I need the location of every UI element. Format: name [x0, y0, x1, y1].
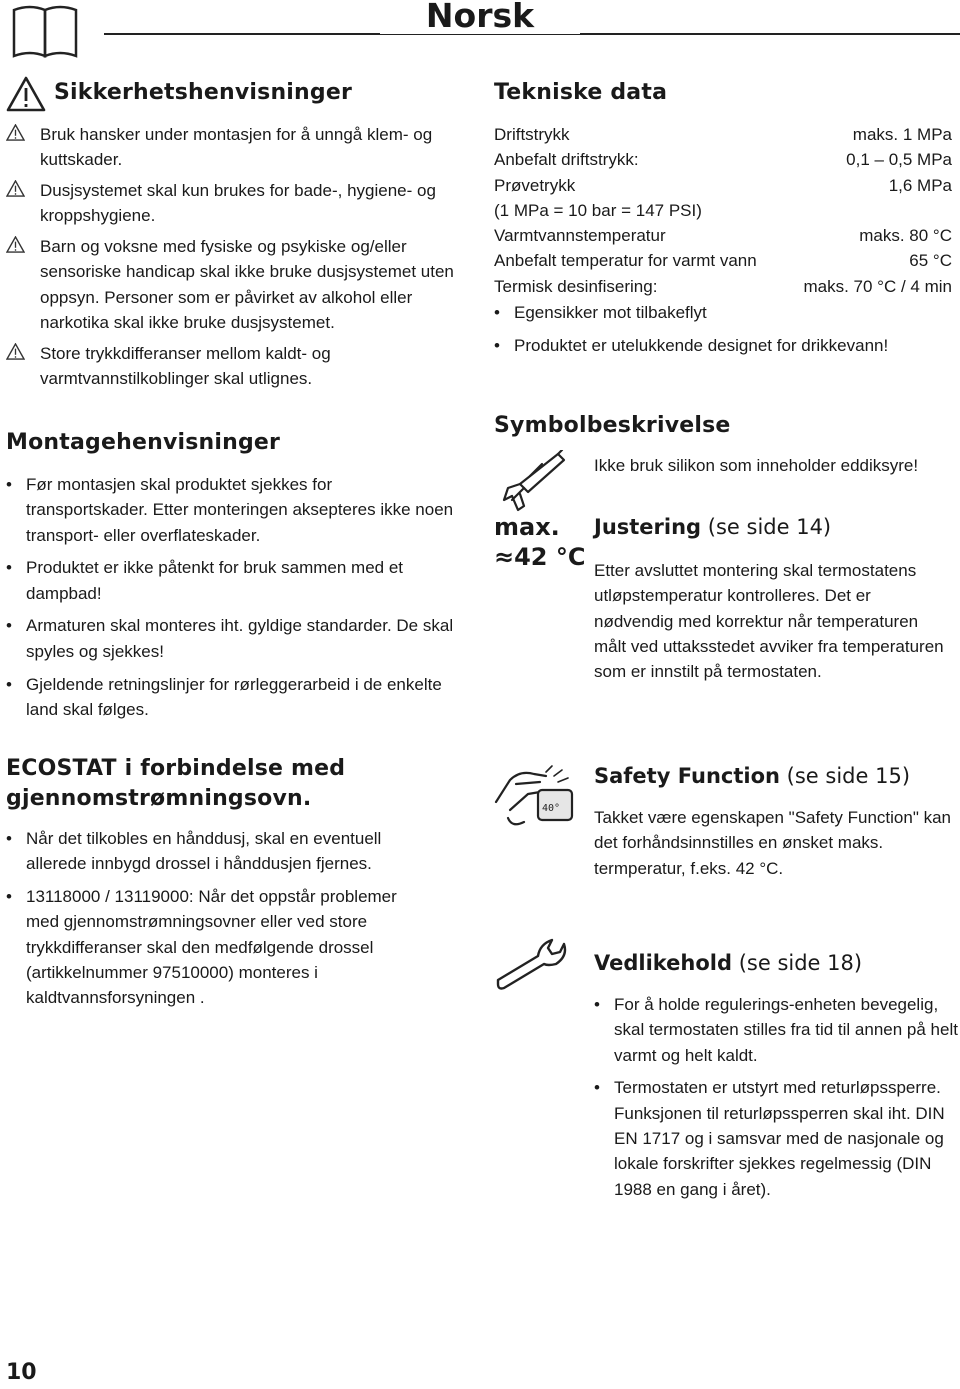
- table-row: [494, 248, 952, 273]
- table-row: [494, 223, 952, 248]
- safety-item-text: Store trykkdifferanser mellom kaldt- og varmtvannstilkoblinger skal utlignes.: [40, 343, 331, 389]
- warning-small-icon: [6, 236, 25, 253]
- row-label: Anbefalt driftstrykk:: [494, 150, 639, 170]
- vedlikehold-list: [594, 992, 958, 1209]
- safety-item-text: Dusjsystemet skal kun brukes for bade-, hygiene- og kroppshygiene.: [40, 181, 436, 226]
- hand-icon: [494, 762, 578, 832]
- list-item: [6, 341, 468, 392]
- list-item: • Produktet er utelukkende designet for drikkevann!: [494, 333, 954, 358]
- list-item: • Termostaten er utstyrt med returløpssperre. Funksjonen til returløpssperren skal iht. DIN EN 1717 og i samsvar med de nasjonale og lokale forskrifter sjekkes regelmessig (DIN 1988 en gang i året).: [594, 1075, 958, 1201]
- warning-small-icon: [6, 180, 25, 197]
- row-value: maks. 80 °C: [859, 226, 952, 246]
- row-label: Driftstrykk: [494, 125, 570, 144]
- technical-bullets: [494, 300, 954, 366]
- list-item: • 13118000 / 13119000: Når det oppstår problemer med gjennomstrømningsovner eller ved store trykkdifferanser skal den medfølgende drossel (artikkelnummer 97510000) monteres i kaldtvannsforsyningen .: [6, 884, 431, 1010]
- safety-function-title: Safety Function: [594, 764, 780, 788]
- list-item: [6, 234, 468, 335]
- row-value: maks. 70 °C / 4 min: [803, 276, 952, 296]
- ecostat-list: [6, 826, 431, 1018]
- list-item: • Før montasjen skal produktet sjekkes for transportskader. Etter monteringen aksepteres ikke noen transport- eller overflateskader.: [6, 472, 456, 548]
- ecostat-title-line2: gjennomstrømningsovn.: [6, 786, 312, 811]
- row-label: (1 MPa = 10 bar = 147 PSI): [494, 200, 702, 220]
- mounting-list: [6, 472, 456, 730]
- mounting-title: Montagehenvisninger: [6, 430, 281, 455]
- list-item: • Gjeldende retningslinjer for rørleggerarbeid i de enkelte land skal følges.: [6, 672, 456, 723]
- silicone-warning-text: Ikke bruk silikon som inneholder eddiksyre!: [594, 456, 919, 475]
- max-temp-symbol: [494, 512, 585, 572]
- table-row: [494, 274, 952, 299]
- ecostat-title: [6, 754, 345, 814]
- ecostat-title-line1: ECOSTAT i forbindelse med: [6, 756, 346, 781]
- justering-text: Etter avsluttet montering skal termostatens utløpstemperatur kontrolleres. Det er nødvendig med korrektur når temperaturen målt ved uttaksstedet avviker fra temperaturen som er innstilt på termostaten.: [594, 561, 944, 682]
- list-item: • For å holde regulerings-enheten bevegelig, skal termostaten stilles fra tid til annen på helt varmt og helt kaldt.: [594, 992, 958, 1068]
- warning-small-icon: [6, 124, 25, 141]
- list-item: • Egensikker mot tilbakeflyt: [494, 300, 954, 325]
- language-title: Norsk: [380, 0, 580, 34]
- list-item: [6, 178, 468, 229]
- safety-item-text: Barn og voksne med fysiske og psykiske og/eller sensoriske handicap skal ikke bruke dusjsystemet uten oppsyn. Personer som er påvirket av alkohol eller narkotika skal ikke bruke dusjsystemet.: [40, 237, 454, 333]
- technical-table: [494, 122, 952, 299]
- row-label: Anbefalt temperatur for varmt vann: [494, 251, 757, 271]
- row-value: 65 °C: [909, 251, 952, 271]
- table-row: [494, 198, 952, 223]
- row-label: Termisk desinfisering:: [494, 276, 658, 296]
- safety-function-heading: [594, 764, 910, 788]
- vedlikehold-ref: (se side 18): [738, 951, 863, 975]
- warning-icon: [6, 76, 46, 112]
- vedlikehold-title: Vedlikehold: [594, 951, 733, 975]
- table-row: [494, 122, 952, 147]
- row-value: 1,6 MPa: [888, 175, 952, 195]
- row-value: 0,1 – 0,5 MPa: [846, 150, 952, 170]
- warning-small-icon: [6, 343, 25, 360]
- vedlikehold-heading: [594, 951, 862, 975]
- list-item: • Produktet er ikke påtenkt for bruk sammen med et dampbad!: [6, 555, 456, 606]
- safety-title: Sikkerhetshenvisninger: [54, 80, 353, 105]
- list-item: • Armaturen skal monteres iht. gyldige standarder. De skal spyles og sjekkes!: [6, 613, 456, 664]
- hand-thermostat-icon: [494, 762, 578, 832]
- approx-temp-label: ≈42 °C: [494, 543, 586, 571]
- row-label: Varmtvannstemperatur: [494, 226, 666, 246]
- wrench-icon: [494, 936, 570, 994]
- page-number: 10: [6, 1360, 37, 1385]
- list-item: [6, 122, 468, 173]
- safety-function-ref: (se side 15): [786, 764, 911, 788]
- justering-ref: (se side 14): [707, 515, 832, 539]
- display-value: 40°: [542, 803, 561, 814]
- safety-item-text: Bruk hansker under montasjen for å unngå klem- og kuttskader.: [40, 125, 433, 170]
- justering-title: Justering: [594, 515, 702, 539]
- symbols-title: Symbolbeskrivelse: [494, 413, 731, 438]
- book-icon: [12, 4, 78, 58]
- technical-title: Tekniske data: [494, 80, 668, 105]
- safety-list: [6, 122, 468, 397]
- max-label: max.: [494, 513, 560, 541]
- list-item: • Når det tilkobles en hånddusj, skal en eventuell allerede innbygd drossel i hånddusjen fjernes.: [6, 826, 431, 877]
- table-row: [494, 173, 952, 198]
- justering-heading: [594, 515, 831, 539]
- row-value: maks. 1 MPa: [852, 125, 952, 144]
- safety-function-text: Takket være egenskapen "Safety Function" kan det forhåndsinnstilles en ønsket maks. termperatur, f.eks. 42 °C.: [594, 808, 951, 878]
- silicone-gun-icon: [498, 450, 568, 512]
- table-row: [494, 147, 952, 172]
- row-label: Prøvetrykk: [494, 175, 576, 195]
